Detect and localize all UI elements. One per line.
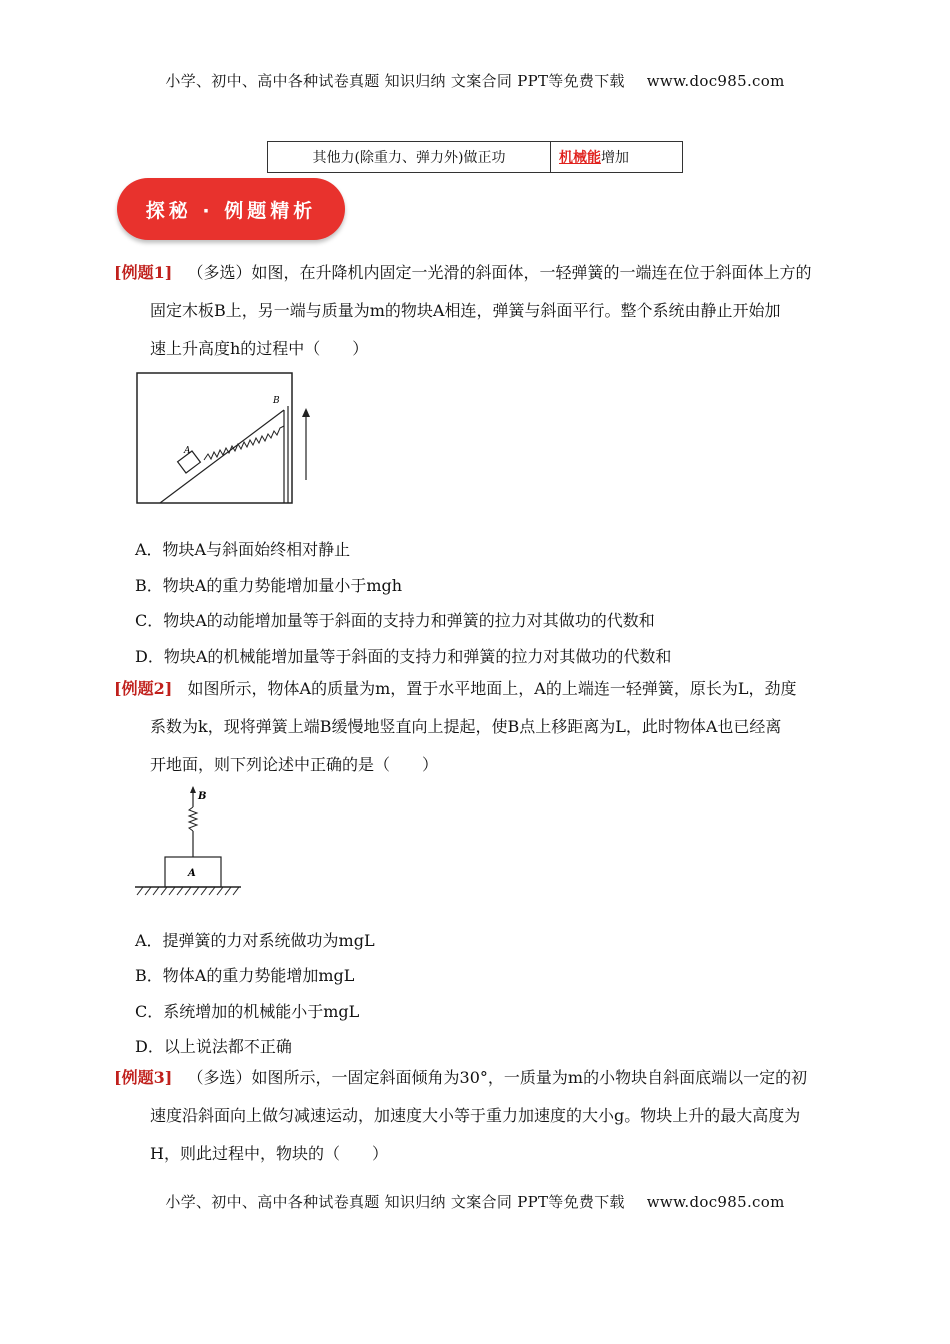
banner-text: 探秘 · 例题精析 (145, 199, 317, 222)
question-2-line-3: 开地面，则下列论述中正确的是（ ） (150, 755, 439, 774)
footer-text: 小学、初中、高中各种试卷真题 知识归纳 文案合同 PPT等免费下载 (165, 1193, 625, 1211)
summary-table (267, 141, 683, 173)
question-3-line-1: （多选）如图所示，一固定斜面倾角为30°，一质量为m的小物块自斜面底端以一定的初 (187, 1068, 808, 1087)
question-3-line-2: 速度沿斜面向上做匀减速运动，加速度大小等于重力加速度的大小g。物块上升的最大高度为 (150, 1106, 801, 1125)
header-site-link[interactable]: www.doc985.com (646, 72, 785, 90)
header-text: 小学、初中、高中各种试卷真题 知识归纳 文案合同 PPT等免费下载 (165, 72, 625, 90)
elevator-box (137, 373, 292, 503)
table-cell-condition: 其他力(除重力、弹力外)做正功 (268, 142, 551, 173)
q2-option-b[interactable]: B．物体A的重力势能增加mgL (135, 966, 355, 985)
table-row (268, 142, 683, 173)
q1-option-c[interactable]: C．物块A的动能增加量等于斜面的支持力和弹簧的拉力对其做功的代数和 (135, 611, 655, 630)
ground-hatching (137, 887, 239, 895)
footer-site-link[interactable]: www.doc985.com (646, 1193, 785, 1211)
question-3 (114, 1059, 842, 1173)
spring (204, 426, 284, 460)
page-header (0, 70, 950, 91)
up-arrow-icon (302, 408, 310, 417)
figure-spring-block (133, 785, 245, 897)
page-footer (0, 1191, 950, 1212)
question-1 (114, 254, 842, 368)
question-3-tag: [例题3] (114, 1068, 173, 1087)
question-1-line-1: （多选）如图，在升降机内固定一光滑的斜面体，一轻弹簧的一端连在位于斜面体上方的 (187, 263, 812, 282)
label-b: B (198, 791, 207, 802)
figure-incline-elevator (136, 372, 316, 506)
question-1-line-3: 速上升高度h的过程中（ ） (150, 339, 369, 358)
question-2-line-1: 如图所示，物体A的质量为m，置于水平地面上，A的上端连一轻弹簧，原长为L，劲度 (187, 679, 797, 698)
question-2 (114, 670, 842, 784)
question-3-line-3: H，则此过程中，物块的（ ） (150, 1144, 388, 1163)
table-rest-text: 增加 (601, 150, 629, 166)
label-a: A (184, 446, 191, 456)
question-1-tag: [例题1] (114, 263, 173, 282)
label-b: B (273, 396, 280, 406)
q1-option-b[interactable]: B．物块A的重力势能增加量小于mgh (135, 576, 403, 595)
q2-option-a[interactable]: A．提弹簧的力对系统做功为mgL (135, 931, 375, 950)
question-1-line-2: 固定木板B上，另一端与质量为m的物块A相连，弹簧与斜面平行。整个系统由静止开始加 (150, 301, 781, 320)
incline-surface (160, 410, 284, 503)
question-2-line-2: 系数为k，现将弹簧上端B缓慢地竖直向上提起，使B点上移距离为L，此时物体A也已经离 (150, 717, 782, 736)
q2-option-d[interactable]: D．以上说法都不正确 (135, 1037, 292, 1056)
q1-option-d[interactable]: D．物块A的机械能增加量等于斜面的支持力和弹簧的拉力对其做功的代数和 (135, 647, 672, 666)
table-emph-text: 机械能 (559, 150, 601, 166)
section-banner (117, 178, 345, 240)
table-cell-result (551, 142, 683, 173)
label-a: A (188, 868, 196, 879)
question-2-tag: [例题2] (114, 679, 173, 698)
q1-option-a[interactable]: A．物块A与斜面始终相对静止 (135, 540, 351, 559)
q2-option-c[interactable]: C．系统增加的机械能小于mgL (135, 1002, 360, 1021)
spring (189, 807, 197, 831)
b-arrow-icon (190, 786, 196, 793)
